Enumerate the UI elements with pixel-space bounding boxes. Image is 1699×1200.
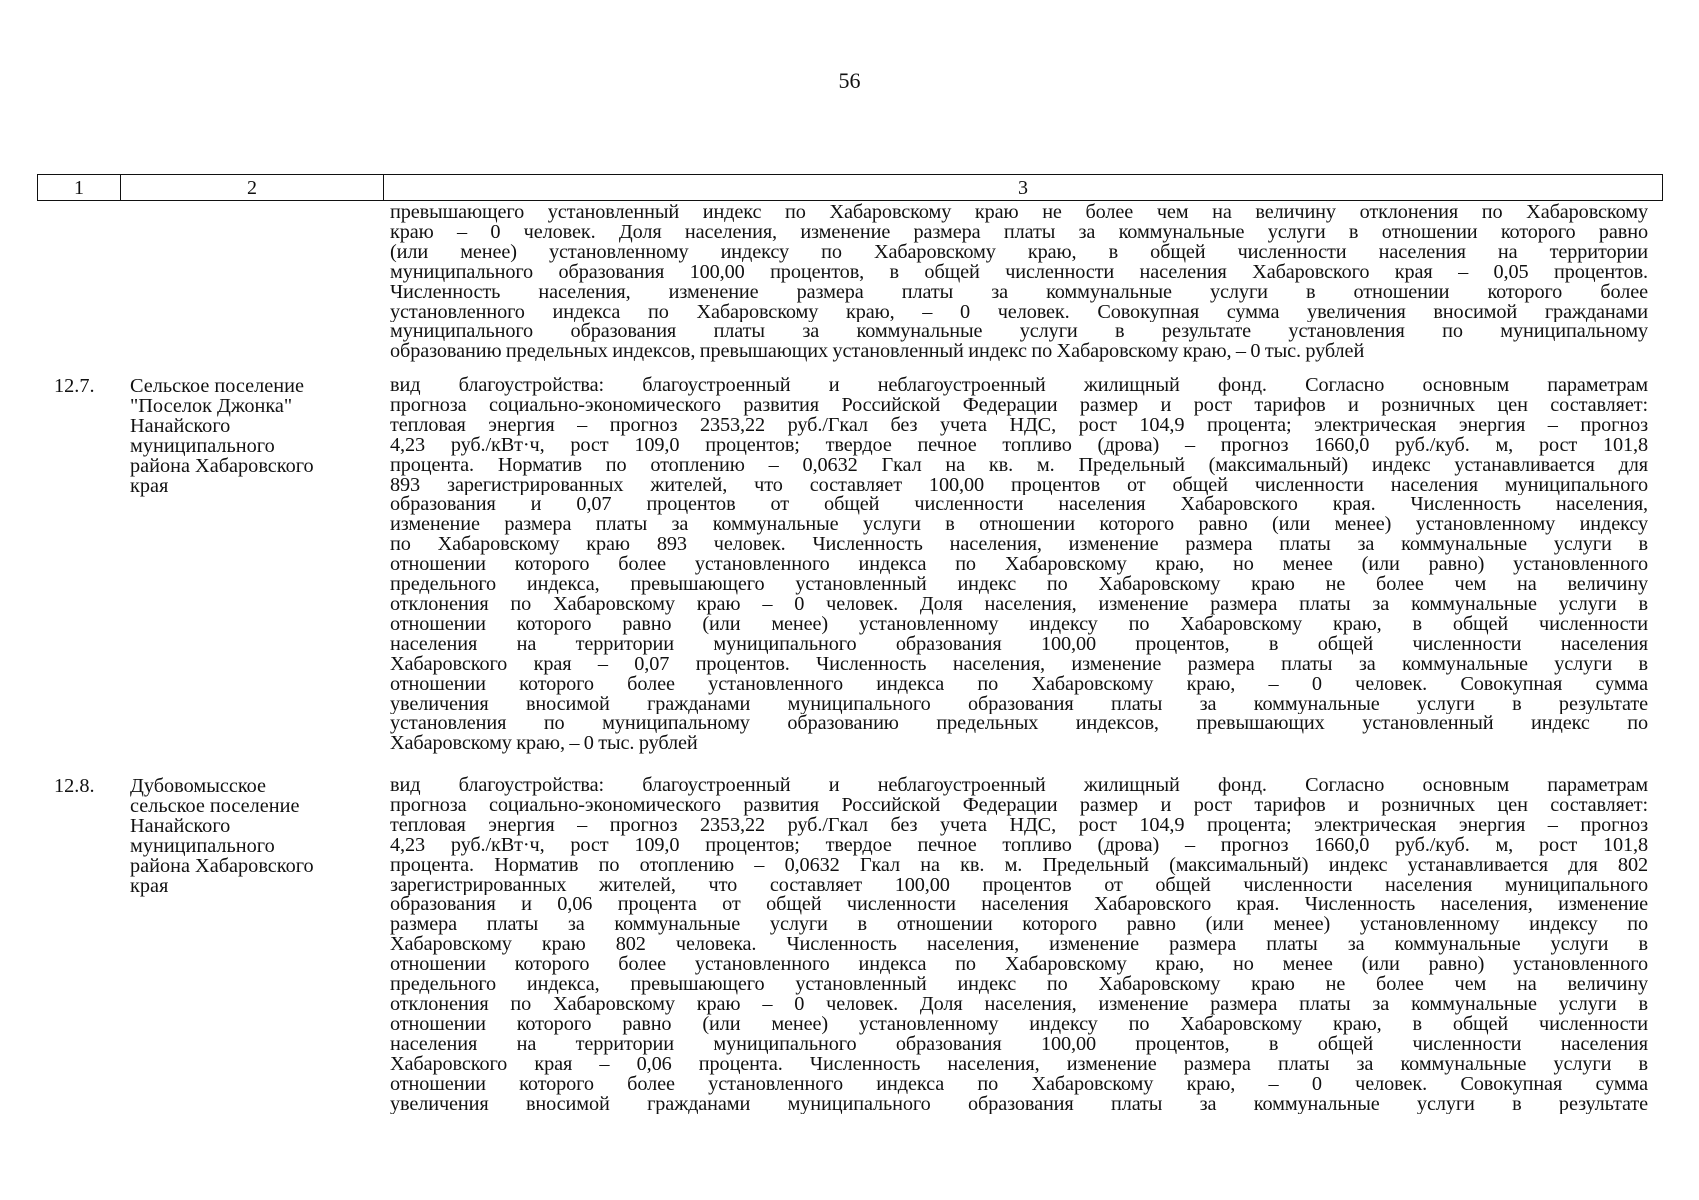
text-line: населения на территории муниципального образования 100,00 процентов, в общей численности населения [390, 1034, 1648, 1055]
text-line: отношении которого равно (или менее) установленному индексу по Хабаровскому краю, в общей численности [390, 614, 1648, 635]
text-line: Хабаровскому краю 802 человека. Численность населения, изменение размера платы за коммунальные услуги в [390, 935, 1648, 956]
text-line: краю – 0 человек. Доля населения, изменение размера платы за коммунальные услуги в отношении которого равно [390, 222, 1648, 243]
name-line: района Хабаровского [130, 455, 314, 477]
header-col-1: 1 [38, 175, 121, 200]
text-line: увеличения вносимой гражданами муниципального образования платы за коммунальные услуги в результате [390, 694, 1648, 715]
text-line: Хабаровскому краю, – 0 тыс. рублей [390, 734, 698, 755]
row-number: 12.8. [54, 775, 95, 797]
name-line: Нанайского [130, 415, 231, 437]
text-line: превышающего установленный индекс по Хабаровскому краю не более чем на величину отклонения по Хабаровскому [390, 203, 1648, 223]
text-line: населения на территории муниципального образования 100,00 процентов, в общей численности населения [390, 634, 1648, 655]
name-line: района Хабаровского [130, 855, 314, 877]
text-line: отношении которого более установленного индекса по Хабаровскому краю, – 0 человек. Совокупная сумма [390, 674, 1648, 695]
text-line: изменение размера платы за коммунальные услуги в отношении которого равно (или менее) установленному индексу [390, 515, 1648, 536]
text-line: процента. Норматив по отоплению – 0,0632 Гкал на кв. м. Предельный (максимальный) индекс устанавливается для 802 [390, 855, 1648, 876]
text-line: 893 зарегистрированных жителей, что составляет 100,00 процентов от общей численности населения муниципального [390, 475, 1648, 496]
text-line: образованию предельных индексов, превышающих установленный индекс по Хабаровскому краю, – 0 тыс. рублей [390, 342, 1365, 363]
text-line: отношении которого более установленного индекса по Хабаровскому краю, но менее (или равно) установленного [390, 955, 1648, 976]
name-line: Дубовомысское [130, 775, 267, 797]
text-line: прогноза социально-экономического развития Российской Федерации размер и рост тарифов и розничных цен составляет: [390, 395, 1648, 416]
name-line: "Поселок Джонка" [130, 395, 293, 417]
text-line: установленного индекса по Хабаровскому краю, – 0 человек. Совокупная сумма увеличения вносимой гражданами [390, 302, 1648, 323]
text-line: Хабаровского края – 0,06 процента. Численность населения, изменение размера платы за коммунальные услуги в [390, 1054, 1648, 1075]
text-line: тепловая энергия – прогноз 2353,22 руб./Гкал без учета НДС, рост 104,9 процента; электрическая энергия – прогноз [390, 815, 1648, 836]
text-line: (или менее) установленному индексу по Хабаровскому краю, в общей численности населения на территории [390, 242, 1648, 263]
name-line: муниципального [130, 835, 275, 857]
row-description [390, 776, 1648, 1114]
name-line: края [130, 875, 169, 897]
text-line: размера платы за коммунальные услуги в отношении которого равно (или менее) установленному индексу по [390, 915, 1648, 936]
text-line: прогноза социально-экономического развития Российской Федерации размер и рост тарифов и розничных цен составляет: [390, 795, 1648, 816]
name-line: Сельское поселение [130, 375, 305, 397]
continuation-text [390, 203, 1648, 362]
row-number: 12.7. [54, 375, 95, 397]
header-col-3: 3 [1018, 177, 1028, 199]
text-line: установления по муниципальному образованию предельных индексов, превышающих установленный индекс по [390, 714, 1648, 735]
header-col-2: 2 [121, 175, 384, 200]
text-line: Хабаровского края – 0,07 процентов. Численность населения, изменение размера платы за коммунальные услуги в [390, 654, 1648, 675]
text-line: отношении которого равно (или менее) установленному индексу по Хабаровскому краю, в общей численности [390, 1014, 1648, 1035]
text-line: муниципального образования платы за коммунальные услуги в результате установления по муниципальному [390, 322, 1648, 343]
text-line: предельного индекса, превышающего установленный индекс по Хабаровскому краю не более чем на величину [390, 975, 1648, 995]
text-line: тепловая энергия – прогноз 2353,22 руб./Гкал без учета НДС, рост 104,9 процента; электрическая энергия – прогноз [390, 415, 1648, 436]
name-line: края [130, 475, 169, 497]
text-line: отношении которого более установленного индекса по Хабаровскому краю, – 0 человек. Совокупная сумма [390, 1074, 1648, 1095]
text-line: Численность населения, изменение размера платы за коммунальные услуги в отношении которого более [390, 282, 1648, 303]
row-name [130, 376, 360, 496]
table-header-row [37, 174, 1663, 201]
row-name [130, 776, 360, 896]
text-line: вид благоустройства: благоустроенный и неблагоустроенный жилищный фонд. Согласно основным параметрам [390, 776, 1648, 796]
text-line: вид благоустройства: благоустроенный и неблагоустроенный жилищный фонд. Согласно основным параметрам [390, 376, 1648, 396]
text-line: отклонения по Хабаровскому краю – 0 человек. Доля населения, изменение размера платы за коммунальные услуги в [390, 594, 1648, 615]
name-line: сельское поселение [130, 795, 300, 817]
text-line: зарегистрированных жителей, что составляет 100,00 процентов от общей численности населения муниципального [390, 875, 1648, 896]
continuation-block [0, 203, 1699, 367]
text-line: образования и 0,06 процента от общей численности населения Хабаровского края. Численность населения, изменение [390, 895, 1648, 916]
text-line: отношении которого более установленного индекса по Хабаровскому краю, но менее (или равно) установленного [390, 555, 1648, 576]
text-line: 4,23 руб./кВт·ч, рост 109,0 процентов; твердое печное топливо (дрова) – прогноз 1660,0 руб./куб. м, рост 101,8 [390, 435, 1648, 456]
text-line: муниципального образования 100,00 процентов, в общей численности населения Хабаровского края – 0,05 процентов. [390, 262, 1648, 283]
text-line: образования и 0,07 процентов от общей численности населения Хабаровского края. Численность населения, [390, 495, 1648, 516]
text-line: по Хабаровскому краю 893 человек. Численность населения, изменение размера платы за коммунальные услуги в [390, 535, 1648, 556]
text-line: процента. Норматив по отоплению – 0,0632 Гкал на кв. м. Предельный (максимальный) индекс устанавливается для [390, 455, 1648, 476]
text-line: отклонения по Хабаровскому краю – 0 человек. Доля населения, изменение размера платы за коммунальные услуги в [390, 994, 1648, 1015]
text-line: увеличения вносимой гражданами муниципального образования платы за коммунальные услуги в результате [390, 1094, 1648, 1115]
name-line: Нанайского [130, 815, 231, 837]
text-line: 4,23 руб./кВт·ч, рост 109,0 процентов; твердое печное топливо (дрова) – прогноз 1660,0 руб./куб. м, рост 101,8 [390, 835, 1648, 856]
page-number: 56 [838, 68, 861, 93]
row-description [390, 376, 1648, 754]
text-line: предельного индекса, превышающего установленный индекс по Хабаровскому краю не более чем на величину [390, 575, 1648, 595]
name-line: муниципального [130, 435, 275, 457]
